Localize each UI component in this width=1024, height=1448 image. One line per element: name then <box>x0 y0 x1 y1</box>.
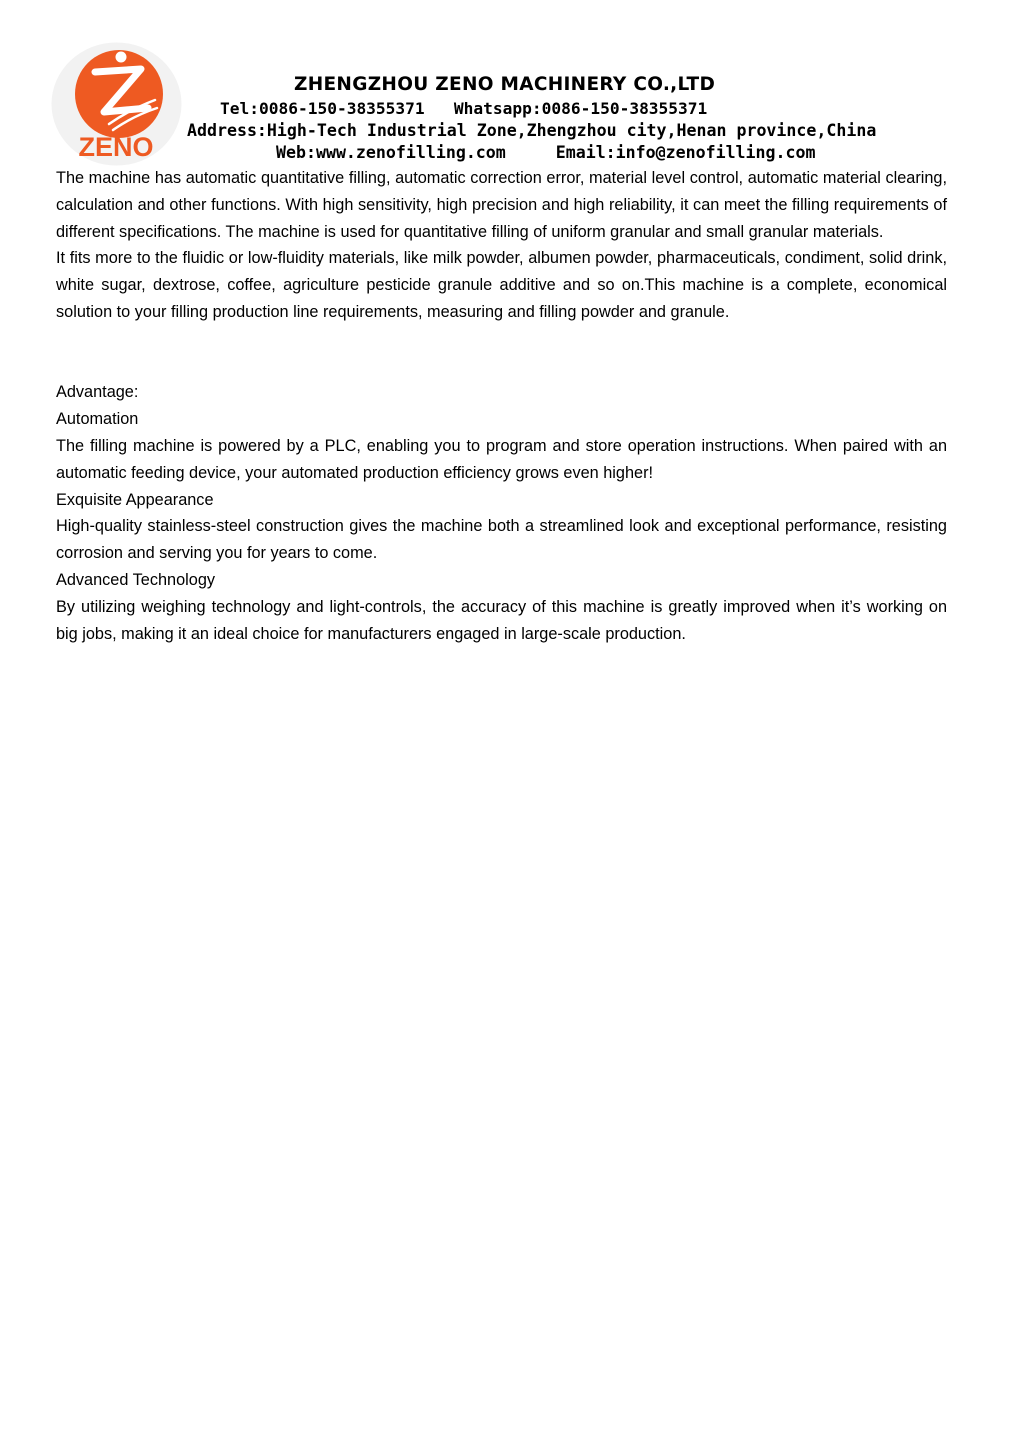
document-body <box>56 165 947 647</box>
advantage-title-automation: Automation <box>56 410 139 429</box>
contact-phone-line: Tel:0086-150-38355371 Whatsapp:0086-150-38355371 <box>220 99 708 118</box>
logo-figure-head <box>116 52 127 63</box>
advantage-heading: Advantage: <box>56 383 139 402</box>
intro-paragraph-1: The machine has automatic quantitative filling, automatic correction error, material level control, automatic material clearing, calculation and other functions. With high sensitivity, high precision and high reliability, it can meet the filling requirements of different specifications. The machine is used for quantitative filling of uniform granular and small granular materials. <box>56 169 947 241</box>
advantage-text-automation: The filling machine is powered by a PLC, enabling you to program and store operation instructions. When paired with an automatic feeding device, your automated production efficiency grows even higher! <box>56 436 947 482</box>
advantage-text-technology: By utilizing weighing technology and light-controls, the accuracy of this machine is greatly improved when it’s working on big jobs, making it an ideal choice for manufacturers engaged in large-scale production. <box>56 597 947 643</box>
contact-address-line: Address:High-Tech Industrial Zone,Zhengzhou city,Henan province,China <box>187 121 877 140</box>
advantage-text-appearance: High-quality stainless-steel construction gives the machine both a streamlined look and exceptional performance, resisting corrosion and serving you for years to come. <box>56 517 947 563</box>
advantage-title-technology: Advanced Technology <box>56 570 216 589</box>
paragraph-gap <box>56 326 947 380</box>
intro-paragraph-2: It fits more to the fluidic or low-fluidity materials, like milk powder, albumen powder, pharmaceuticals, condiment, solid drink, white sugar, dextrose, coffee, agriculture pesticide granule additive and so on.This machine is a complete, economical solution to your filling production line requirements, measuring and filling powder and granule. <box>56 249 947 321</box>
advantage-title-appearance: Exquisite Appearance <box>56 490 214 509</box>
zeno-logo <box>51 42 182 166</box>
company-name: ZHENGZHOU ZENO MACHINERY CO.,LTD <box>294 74 716 95</box>
logo-wordmark: ZENO <box>78 132 154 162</box>
contact-web-email-line: Web:www.zenofilling.com Email:info@zenofilling.com <box>276 143 816 162</box>
